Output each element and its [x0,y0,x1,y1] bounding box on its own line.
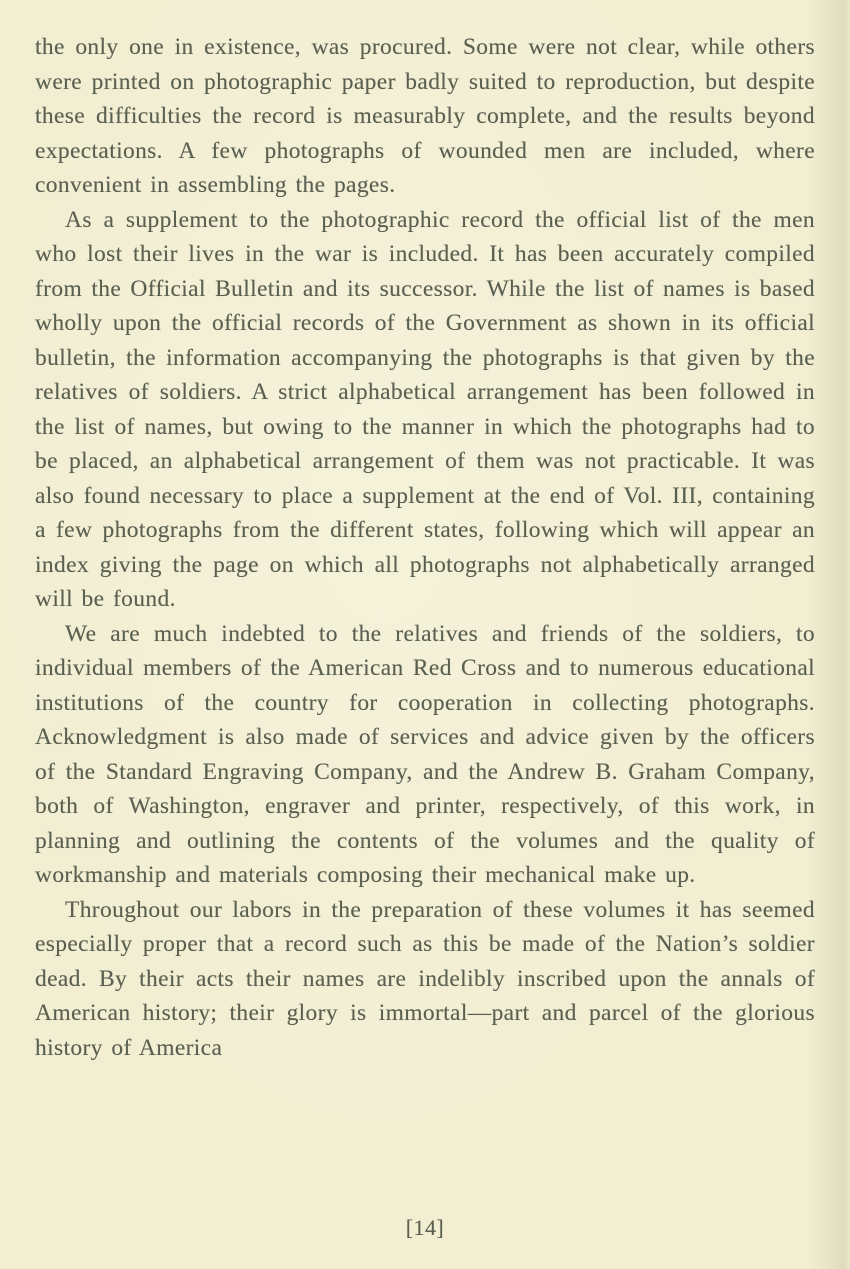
paragraph-closing: Throughout our labors in the preparation of these volumes it has seemed especially proper that a record such as this be made of the Nation’s soldier dead. By their acts their names are indelibly inscribed upon the annals of American history; their glory is immortal—part and parcel of the glorious history of America [35,896,815,1061]
body-text [35,30,815,1065]
paragraph-supplement: As a supplement to the photographic record the official list of the men who lost their lives in the war is included. It has been accurately compiled from the Official Bulletin and its successor. While the list of names is based wholly upon the official records of the Government as shown in its official bulletin, the information accompanying the photographs is that given by the relatives of soldiers. A strict alphabetical arrangement has been followed in the list of names, but owing to the manner in which the photographs had to be placed, an alphabetical arrangement of them was not practicable. It was also found necessary to place a supplement at the end of Vol. III, containing a few photographs from the different states, following which will appear an index giving the page on which all photographs not alphabetically arranged will be found. [35,206,815,612]
paragraph-acknowledgment: We are much indebted to the relatives and friends of the soldiers, to individual members of the American Red Cross and to numerous educational institutions of the country for cooperation in collecting photographs. Acknowledgment is also made of services and advice given by the officers of the Standard Engraving Company, and the Andrew B. Graham Company, both of Washington, engraver and printer, respectively, of this work, in planning and outlining the contents of the volumes and the quality of workmanship and materials composing their mechanical make up. [35,620,815,888]
page-number: [14] [405,1215,445,1240]
paragraph-continuation: the only one in existence, was procured. Some were not clear, while others were printed on photographic paper badly suited to reproduction, but despite these difficulties the record is measurably complete, and the results beyond expectations. A few photographs of wounded men are included, where convenient in assembling the pages. [35,34,815,198]
